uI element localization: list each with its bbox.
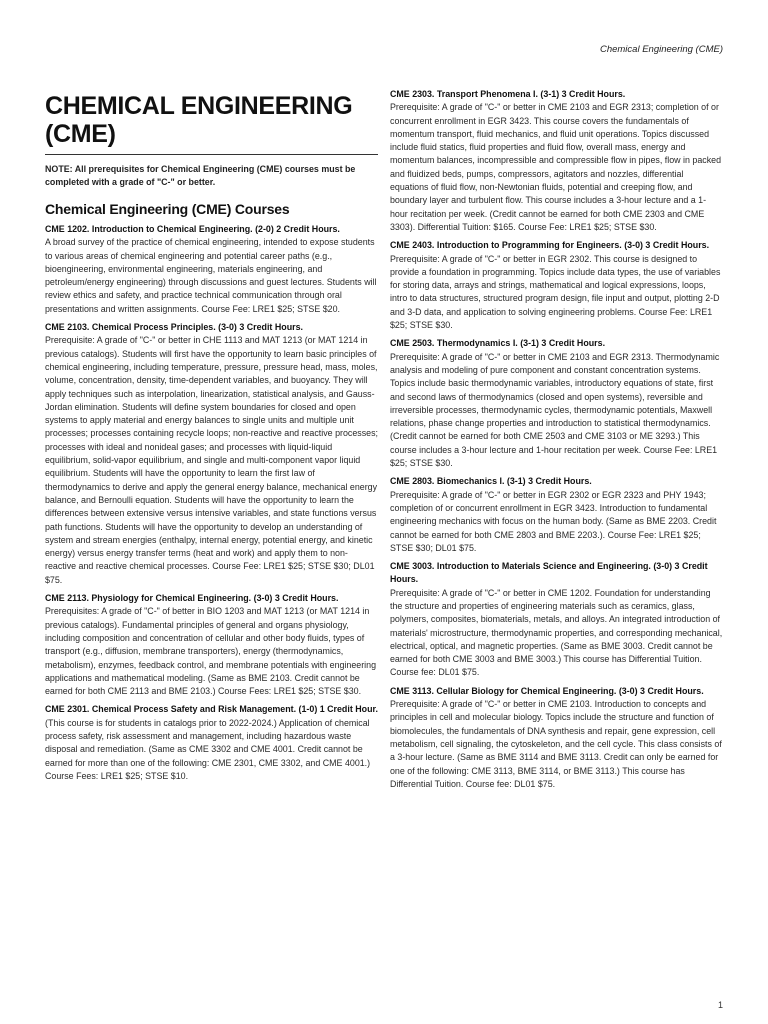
course-entry (45, 321, 378, 587)
course-title: CME 2113. Physiology for Chemical Engineering. (3-0) 3 Credit Hours. (45, 593, 339, 604)
course-title: CME 2403. Introduction to Programming for Engineers. (3-0) 3 Credit Hours. (390, 240, 710, 251)
course-entry (390, 88, 723, 234)
course-title: CME 2503. Thermodynamics I. (3-1) 3 Credit Hours. (390, 338, 606, 349)
course-description: Prerequisite: A grade of "C-" or better in EGR 2302. This course is designed to provide a foundation in programming. Topics include data types, the use of variables for storing data, arrays and strings, mathematical and logical expressions, loops, intro to data structures, structured program design, file input and output, plotting 2-D and 3-D data, and application to solving engineering problems. Course Fee: LRE1 $25; STSE $30. (390, 253, 721, 331)
course-entry (390, 685, 723, 791)
course-entry (390, 475, 723, 555)
course-description: (This course is for students in catalogs prior to 2022-2024.) Application of chemical process safety, risk assessment and management, including hazardous waste disposal and remediation. (Same as CME 3302 and CME 4001. Credit cannot be earned for more than one of the following: CME 2301, CME 3302, and CME 4001.) Course Fees: LRE1 $25; STSE $10. (45, 717, 371, 781)
course-description: Prerequisite: A grade of "C-" or better in CME 2103 and EGR 2313; completion of or concurrent enrollment in EGR 3423. This course covers the fundamentals of momentum transport, fluid mechanics, and fluid unit operations. Topics discussed include fluid statics, fluid properties and fluid flow, overall mass, energy and momentum balances, incompressible and compressible flow in pipes, flow in packed and fluidized beds, pumps, compressors, agitators and nozzles, differential equations of fluid flow, non-Newtonian fluids, potential and creeping flow, and boundary layer and turbulent flow. This course includes a 3-hour lecture and a 1-hour recitation per week. (Credit cannot be earned for both CME 2303 and CME 3303). Differential Tuition: $165. Course Fee: LRE1 $25; STSE $30. (390, 102, 722, 232)
course-title: CME 2103. Chemical Process Principles. (3-0) 3 Credit Hours. (45, 322, 303, 333)
course-title: CME 2303. Transport Phenomena I. (3-1) 3 Credit Hours. (390, 89, 626, 99)
course-description: Prerequisite: A grade of "C-" or better in CME 2103. Introduction to concepts and principles in cell and molecular biology. Topics include the structure and function of biomolecules, the fundamentals of DNA synthesis and repair, gene expression, cell metabolism, cell signaling, the cytoskeleton, and the cell cycle. This class consists of a 3-hour lecture. (Same as BME 3114 and BME 3113. Credit can only be earned for one of the following: CME 3113, BME 3114, or BME 3113.) This course has Differential Tuition. Course fee: DL01 $75. (390, 699, 722, 789)
page-title: CHEMICAL ENGINEERING (CME) (45, 92, 353, 148)
left-column (45, 92, 378, 788)
course-description: Prerequisite: A grade of "C-" or better in CME 1202. Foundation for understanding the structure and properties of engineering materials such as ceramics, glass, polymers, composites, biomaterials, metals, and alloys. An integrated introduction of materials' microstructure, thermodynamic properties, and corresponding mechanical, electrical, optical, and magnetic properties. (Same as BME 3003. Credit cannot be earned for both CME 3003 and BME 3003.) This course has Differential Tuition. Course fee: DL01 $75. (390, 587, 723, 678)
course-title: CME 1202. Introduction to Chemical Engineering. (2-0) 2 Credit Hours. (45, 224, 340, 234)
prerequisite-note: NOTE: All prerequisites for Chemical Engineering (CME) courses must be completed with a grade of "C-" or better. (45, 164, 356, 187)
course-title: CME 2301. Chemical Process Safety and Risk Management. (1-0) 1 Credit Hour. (45, 704, 378, 715)
course-entry (390, 239, 723, 332)
course-entry (390, 560, 723, 680)
course-title: CME 3113. Cellular Biology for Chemical Engineering. (3-0) 3 Credit Hours. (390, 685, 704, 696)
course-title: CME 2803. Biomechanics I. (3-1) 3 Credit Hours. (390, 476, 592, 487)
course-title: CME 3003. Introduction to Materials Science and Engineering. (3-0) 3 Credit Hours. (390, 561, 708, 585)
section-heading: Chemical Engineering (CME) Courses (45, 201, 290, 217)
course-description: Prerequisite: A grade of "C-" or better in EGR 2302 or EGR 2323 and PHY 1943; completion of or concurrent enrollment in EGR 3423. Introduction to fundamental engineering mechanics with focus on the human body. (Same as BME 2203. Credit cannot be earned for both CME 2803 and BME 2203.). Course Fee: LRE1 $25; STSE $30; DL01 $75. (390, 489, 717, 553)
course-entry (45, 703, 378, 783)
course-entry (45, 592, 378, 698)
course-description: Prerequisites: A grade of "C-" of better in BIO 1203 and MAT 1213 (or MAT 1214 in previous catalogs). Fundamental principles of general and organs physiology, including composition and concentration of cellular and other body fluids, types of transport (e.g., diffusion, membrane transporters), energy (thermodynamics, metabolism), enzymes, feedback control, and membrane potentials with engineering applications and mathematical modeling. (Same as BME 2103. Credit cannot be earned for both CME 2113 and BME 2103.) Course Fees: LRE1 $25; STSE $30. (45, 606, 377, 697)
running-header: Chemical Engineering (CME) (599, 44, 723, 55)
course-description: Prerequisite: A grade of "C-" or better in CHE 1113 and MAT 1213 (or MAT 1214 in previous catalogs). Students will first have the opportunity to learn basic principles of chemical engineering, including temperature, pressure, pressure head, mass, moles, volume, concentration, density, time-dependent variables, and buoyancy. They will apply techniques such as interpolation, linearization, statistical analysis, and Gauss-Jordan elimination. Students will define system boundaries for closed and open systems to apply material and energy balances to single units and multiple unit processes; processes containing recycle loops; non-reactive and reactive processes; processes with ideal and nonideal gases; and processes with liquid-liquid equilibrium, solid-vapor equilibrium, and single and multi-component vapor liquid equilibrium. Students will have the opportunity to learn the first law of thermodynamics to derive and apply the general energy balance, mechanical energy balance, and Bernoulli equation. Students will have the opportunity to learn the differences between extensive versus intensive variables, and state functions versus path functions. Students will have the opportunity to develop an understanding of system and stream energies (enthalpy, internal energy, potential energy, and kinetic energy) versus energy transfer terms (heat and work) and apply them to non-reactive and reactive chemical processes. Course Fee: LRE1 $25; STSE $30; DL01 $75. (45, 335, 378, 585)
course-description: A broad survey of the practice of chemical engineering, intended to expose students to various areas of chemical engineering and potential career paths (e.g., bioengineering, environmental engineering, materials engineering, and petroleum/energy engineering) through discussions and guest lectures. Students will review ethics and safety, and practice technical communication through oral presentations and written assignments. Course Fee: LRE1 $25; STSE $20. (45, 237, 377, 314)
course-entry (390, 337, 723, 470)
title-divider (45, 154, 378, 155)
right-column (390, 88, 723, 796)
page-number: 1 (717, 1000, 723, 1010)
course-entry (45, 223, 378, 316)
course-description: Prerequisite: A grade of "C-" or better in CME 2103 and EGR 2313. Thermodynamic analysis and modeling of pure component and constant concentration systems. Topics include basic thermodynamic variables, introductory equations of state, first and second laws of thermodynamics (closed and open systems), reversible and irreversible processes, thermodynamic cycles, thermodynamic potentials, Maxwell relations, phase change properties and introduction to statistical thermodynamics. (Credit cannot be earned for both CME 2503 and CME 3103 or ME 3293.) This course includes a 3-hour lecture and 1-hour recitation per week. Course Fee: LRE1 $25; STSE $30. (390, 351, 720, 469)
